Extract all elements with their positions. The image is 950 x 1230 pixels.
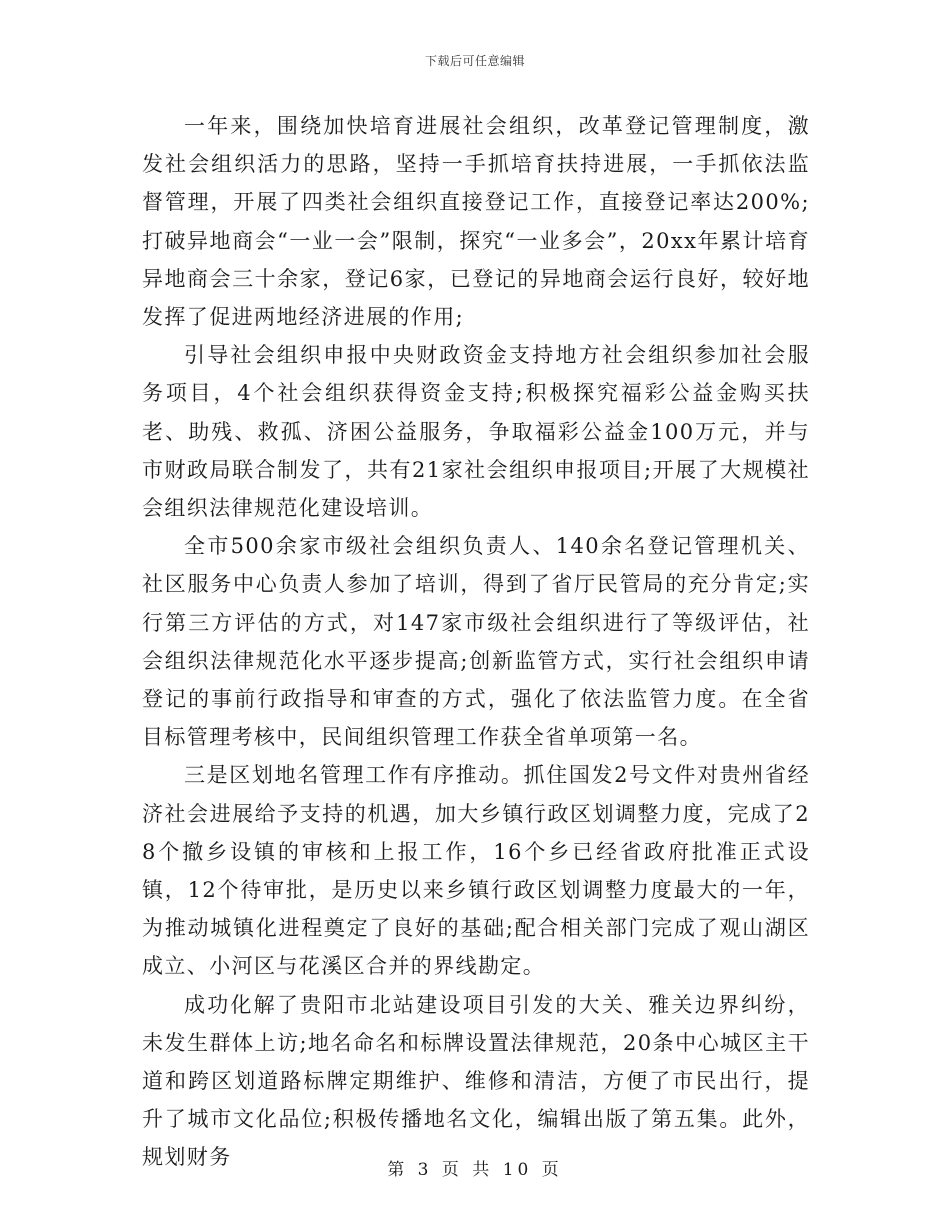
- page-header: 下载后可任意编辑: [424, 54, 525, 68]
- paragraph-2: 引导社会组织申报中央财政资金支持地方社会组织参加社会服务项目，4个社会组织获得资金支持;积极探究福彩公益金购买扶老、助残、救孤、济困公益服务，争取福彩公益金100万元，并与市财政局联合制发了，共有21家社会组织申报项目;开展了大规模社会组织法律规范化建设培训。: [142, 343, 810, 521]
- paragraph-1: 一年来，围绕加快培育进展社会组织，改革登记管理制度，激发社会组织活力的思路，坚持一手抓培育扶持进展，一手抓依法监督管理，开展了四类社会组织直接登记工作，直接登记率达200%;打破异地商会“一业一会”限制，探究“一业多会”，20xx年累计培育异地商会三十余家，登记6家，已登记的异地商会运行良好，较好地发挥了促进两地经济进展的作用;: [142, 114, 810, 330]
- paragraph-5: 成功化解了贵阳市北站建设项目引发的大关、雅关边界纠纷，未发生群体上访;地名命名和标牌设置法律规范，20条中心城区主干道和跨区划道路标牌定期维护、维修和清洁，方便了市民出行，提升了城市文化品位;积极传播地名文化，编辑出版了第五集。此外，规划财务: [142, 992, 810, 1170]
- page-footer: 第 3 页 共 10 页: [387, 1160, 563, 1180]
- document-body: [142, 107, 810, 1177]
- paragraph-3: 全市500余家市级社会组织负责人、140余名登记管理机关、社区服务中心负责人参加了培训，得到了省厅民管局的充分肯定;实行第三方评估的方式，对147家市级社会组织进行了等级评估，社会组织法律规范化水平逐步提高;创新监管方式，实行社会组织申请登记的事前行政指导和审查的方式，强化了依法监管力度。在全省目标管理考核中，民间组织管理工作获全省单项第一名。: [142, 534, 810, 750]
- paragraph-4: 三是区划地名管理工作有序推动。抓住国发2号文件对贵州省经济社会进展给予支持的机遇，加大乡镇行政区划调整力度，完成了28个撤乡设镇的审核和上报工作，16个乡已经省政府批准正式设镇，12个待审批，是历史以来乡镇行政区划调整力度最大的一年，为推动城镇化进程奠定了良好的基础;配合相关部门完成了观山湖区成立、小河区与花溪区合并的界线勘定。: [142, 763, 810, 979]
